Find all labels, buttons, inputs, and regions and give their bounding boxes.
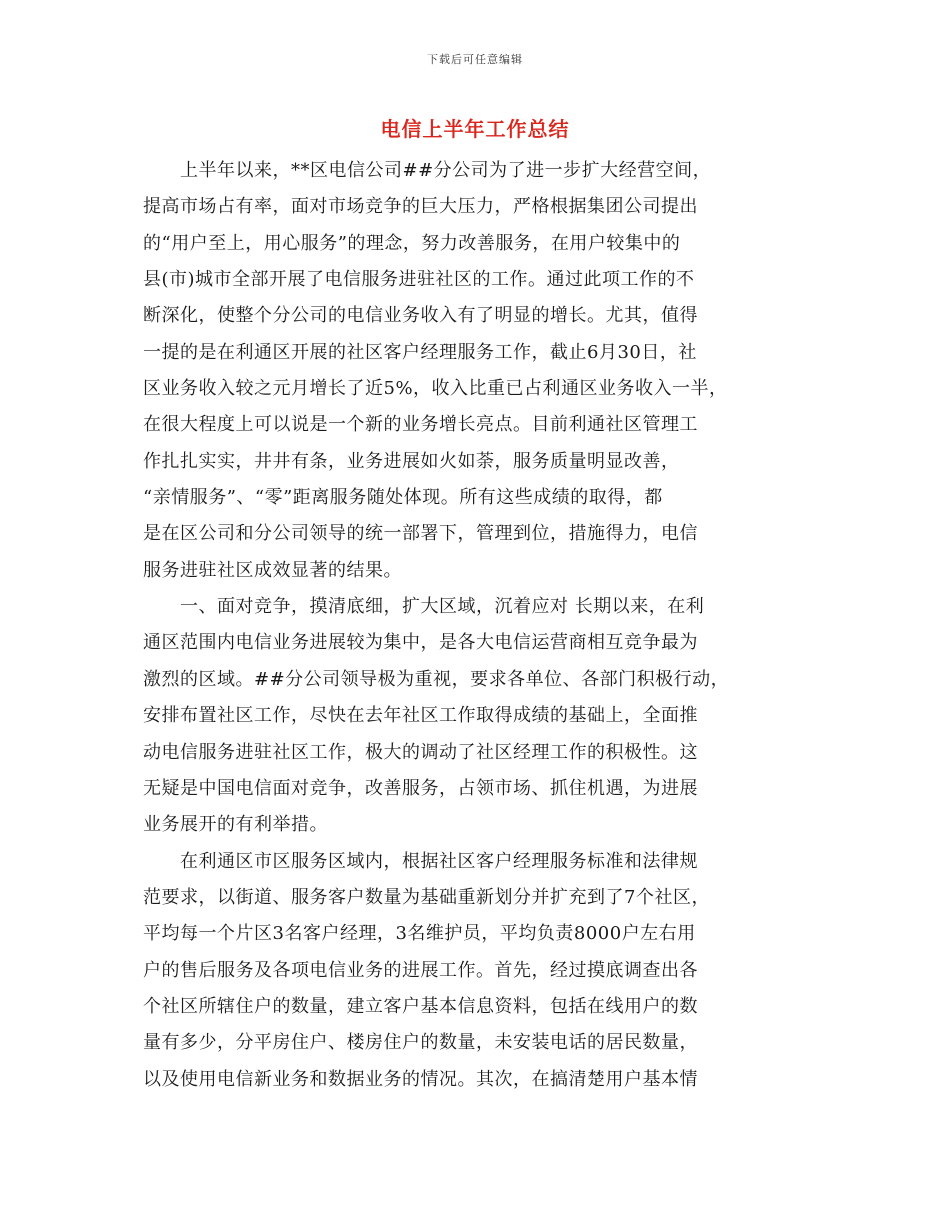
body-text-line: 一提的是在利通区开展的社区客户经理服务工作，截止6月30日，社 bbox=[143, 341, 697, 363]
body-text-line: 县(市)城市全部开展了电信服务进驻社区的工作。通过此项工作的不 bbox=[143, 269, 695, 291]
body-text-line: 的“用户至上，用心服务”的理念，努力改善服务，在用户较集中的 bbox=[143, 232, 681, 254]
body-text-line: 平均每一个片区3名客户经理，3名维护员，平均负责8000户左右用 bbox=[143, 923, 696, 945]
body-text-line: 业务展开的有利举措。 bbox=[143, 814, 328, 836]
body-text-line: 通区范围内电信业务进展较为集中，是各大电信运营商相互竞争最为 bbox=[143, 632, 698, 654]
document-body bbox=[143, 153, 807, 1098]
body-text-line: 服务进驻社区成效显著的结果。 bbox=[143, 559, 402, 581]
body-text-line: 量有多少，分平房住户、楼房住户的数量，未安装电话的居民数量， bbox=[143, 1032, 698, 1054]
page-header-note: 下载后可任意编辑 bbox=[427, 53, 523, 66]
body-text-line: 以及使用电信新业务和数据业务的情况。其次，在搞清楚用户基本情 bbox=[143, 1068, 698, 1090]
body-text-line: 动电信服务进驻社区工作，极大的调动了社区经理工作的积极性。这 bbox=[143, 741, 698, 763]
body-text-line: 在利通区市区服务区域内，根据社区客户经理服务标准和法律规 bbox=[143, 850, 698, 872]
body-text-line: 断深化，使整个分公司的电信业务收入有了明显的增长。尤其，值得 bbox=[143, 305, 698, 327]
body-text-line: 一、面对竞争，摸清底细，扩大区域，沉着应对 长期以来，在利 bbox=[143, 596, 705, 618]
body-text-line: 个社区所辖住户的数量，建立客户基本信息资料，包括在线用户的数 bbox=[143, 995, 698, 1017]
document-title: 电信上半年工作总结 bbox=[380, 117, 570, 141]
body-text-line: 在很大程度上可以说是一个新的业务增长亮点。目前利通社区管理工 bbox=[143, 414, 698, 436]
body-text-line: “亲情服务”、“零”距离服务随处体现。所有这些成绩的取得，都 bbox=[143, 487, 663, 509]
body-text-line: 激烈的区域。##分公司领导极为重视，要求各单位、各部门积极行动， bbox=[143, 668, 730, 690]
body-text-line: 上半年以来，**区电信公司##分公司为了进一步扩大经营空间， bbox=[143, 160, 712, 181]
body-text-line: 提高市场占有率，面对市场竞争的巨大压力，严格根据集团公司提出 bbox=[143, 196, 698, 218]
body-text-line: 作扎扎实实，井井有条，业务进展如火如荼，服务质量明显改善， bbox=[143, 450, 680, 472]
body-text-line: 户的售后服务及各项电信业务的进展工作。首先，经过摸底调查出各 bbox=[143, 959, 698, 981]
body-text-line: 安排布置社区工作，尽快在去年社区工作取得成绩的基础上，全面推 bbox=[143, 705, 698, 727]
body-text-line: 区业务收入较之元月增长了近5%，收入比重已占利通区业务收入一半， bbox=[143, 378, 728, 400]
body-text-line: 范要求，以街道、服务客户数量为基础重新划分并扩充到了7个社区， bbox=[143, 886, 710, 908]
body-text-line: 无疑是中国电信面对竞争，改善服务，占领市场、抓住机遇，为进展 bbox=[143, 777, 698, 799]
body-text-line: 是在区公司和分公司领导的统一部署下，管理到位，措施得力，电信 bbox=[143, 523, 698, 545]
